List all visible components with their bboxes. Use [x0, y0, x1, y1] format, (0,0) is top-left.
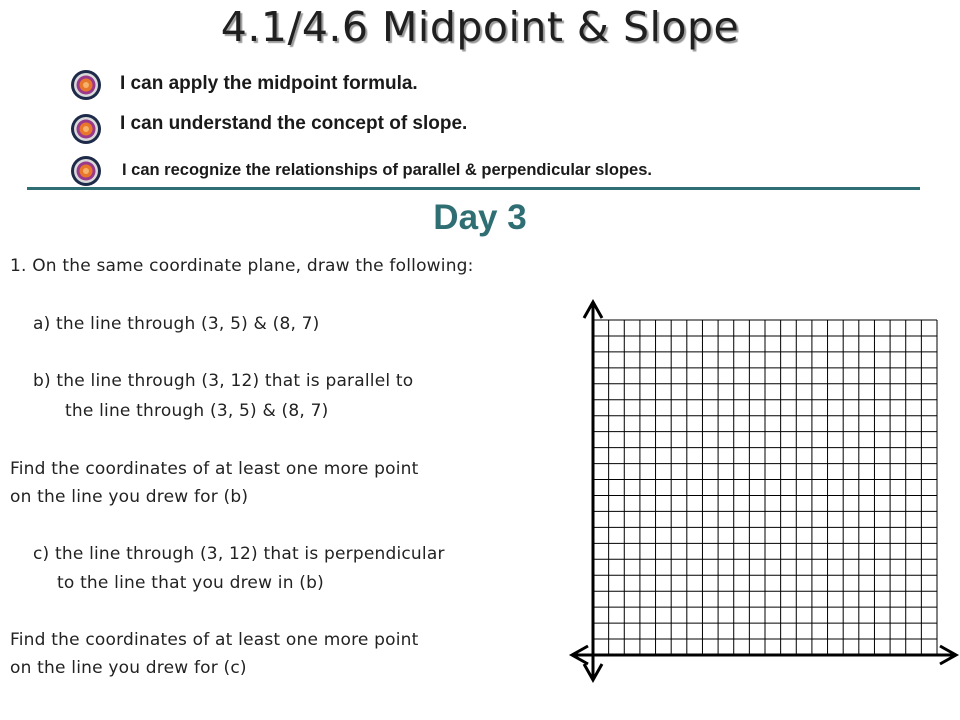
- objective-3: I can recognize the relationships of parallel & perpendicular slopes.: [122, 161, 652, 179]
- problem-part-c-line2: to the line that you drew in (b): [57, 573, 324, 593]
- target-icon: [70, 113, 102, 145]
- find-c-line2: on the line you drew for (c): [10, 658, 247, 678]
- objective-1: I can apply the midpoint formula.: [120, 73, 418, 94]
- divider: [27, 187, 920, 190]
- grid-lines: [593, 320, 937, 655]
- objective-2: I can understand the concept of slope.: [120, 113, 468, 134]
- problem-part-a: a) the line through (3, 5) & (8, 7): [33, 314, 320, 334]
- problem-intro: 1. On the same coordinate plane, draw the following:: [10, 256, 474, 276]
- target-icon: [70, 155, 102, 187]
- problem-part-c-line1: c) the line through (3, 12) that is perpendicular: [33, 544, 445, 564]
- find-b-line2: on the line you drew for (b): [10, 487, 249, 507]
- day-label: Day 3: [433, 198, 527, 237]
- find-b-line1: Find the coordinates of at least one more point: [10, 459, 419, 479]
- page-title: 4.1/4.6 Midpoint & Slope: [220, 3, 740, 51]
- find-c-line1: Find the coordinates of at least one more point: [10, 630, 419, 650]
- target-icon: [70, 69, 102, 101]
- problem-part-b-line1: b) the line through (3, 12) that is parallel to: [33, 371, 414, 391]
- coordinate-grid[interactable]: [565, 298, 960, 688]
- problem-part-b-line2: the line through (3, 5) & (8, 7): [65, 401, 329, 421]
